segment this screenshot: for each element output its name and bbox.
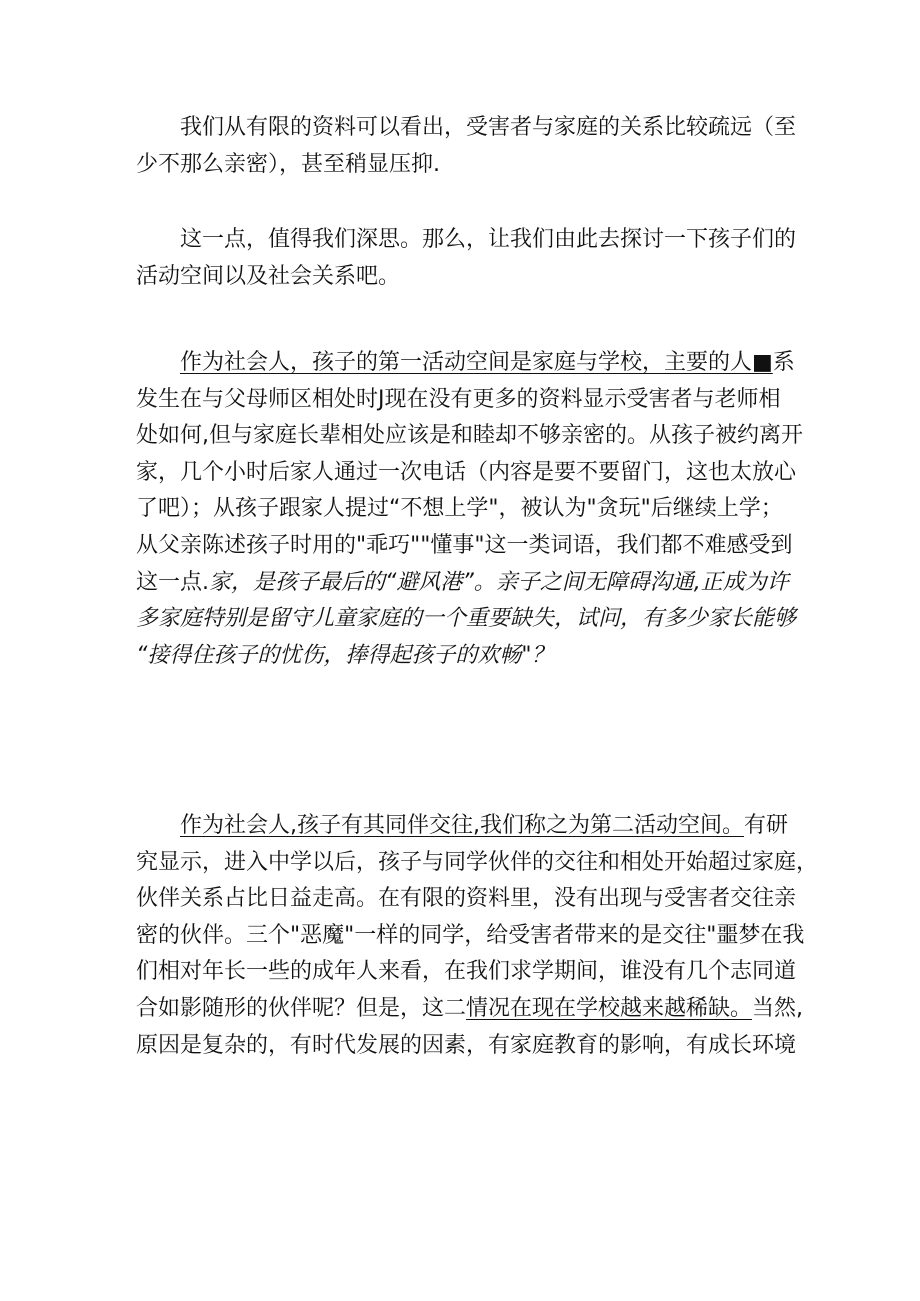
paragraph-line [136, 808, 798, 845]
paragraph-line: 原因是复杂的，有时代发展的因素，有家庭教育的影响，有成长环境 [136, 1032, 797, 1058]
line-tail: 当然, [752, 995, 804, 1021]
paragraph-1 [136, 110, 798, 183]
paragraph-line: 我们从有限的资料可以看出，受害者与家庭的关系比较疏远（至 [180, 115, 797, 140]
paragraph-line: 活动空间以及社会关系吧。 [136, 263, 401, 289]
paragraph-line: 这一点，值得我们深思。那么，让我们由此去探讨一下孩子们的 [180, 227, 797, 252]
paragraph-line [136, 991, 804, 1028]
underlined-phrase: 情况在现在学校越来越稀缺。 [466, 995, 753, 1021]
underlined-phrase: 作为社会人，孩子的第一活动空间是家庭与学校，主要的人■ [180, 350, 773, 375]
line-tail: 系 [772, 350, 795, 375]
paragraph-line: 密的伙伴。三个"恶魔"一样的同学，给受害者带来的是交往"噩梦在我 [136, 922, 805, 948]
paragraph-4 [136, 808, 819, 1064]
paragraph-2 [136, 222, 798, 295]
paragraph-line: 从父亲陈述孩子时用的"乖巧""懂事"这一类词语，我们都不难感受到 [136, 532, 793, 558]
paragraph-line: 发生在与父母师区相处时J现在没有更多的资料显示受害者与老师相 [136, 386, 781, 412]
paragraph-line: 处如何,但与家庭长辈相处应该是和睦却不够亲密的。从孩子被约离开 [136, 423, 803, 449]
italic-line: “接得住孩子的忧伤，捧得起孩子的欢畅"？ [136, 642, 554, 668]
paragraph-line: 伙伴关系占比日益走高。在有限的资料里，没有出现与受害者交往亲 [136, 886, 797, 912]
line-tail: 有研 [744, 813, 789, 838]
italic-line: 多家庭特别是留守儿童家庭的一个重要缺失，试问，有多少家长能够 [136, 606, 797, 632]
paragraph-line: 们相对年长一些的成年人来看，在我们求学期间，谁没有几个志同道 [136, 959, 797, 985]
underlined-phrase: 作为社会人,孩子有其同伴交往,我们称之为第二活动空间。 [180, 813, 744, 838]
paragraph-3 [136, 345, 803, 674]
italic-phrase: 家，是孩子最后的“避风港”。亲子之间无障碍沟通,正成为许 [209, 569, 789, 595]
paragraph-line: 少不那么亲密），甚至稍显压抑. [136, 151, 440, 177]
line-head: 这一点. [136, 569, 209, 595]
paragraph-line: 家，几个小时后家人通过一次电话（内容是要不要留门，这也太放心 [136, 459, 797, 485]
line-head: 合如影随形的伙伴呢？但是，这二 [136, 995, 467, 1021]
paragraph-line [136, 345, 798, 382]
paragraph-line: 究显示，进入中学以后，孩子与同学伙伴的交往和相处开始超过家庭， [136, 849, 819, 875]
paragraph-line [136, 565, 798, 602]
paragraph-line: 了吧）；从孩子跟家人提过“不想上学"，被认为"贪玩"后继续上学； [136, 496, 783, 522]
